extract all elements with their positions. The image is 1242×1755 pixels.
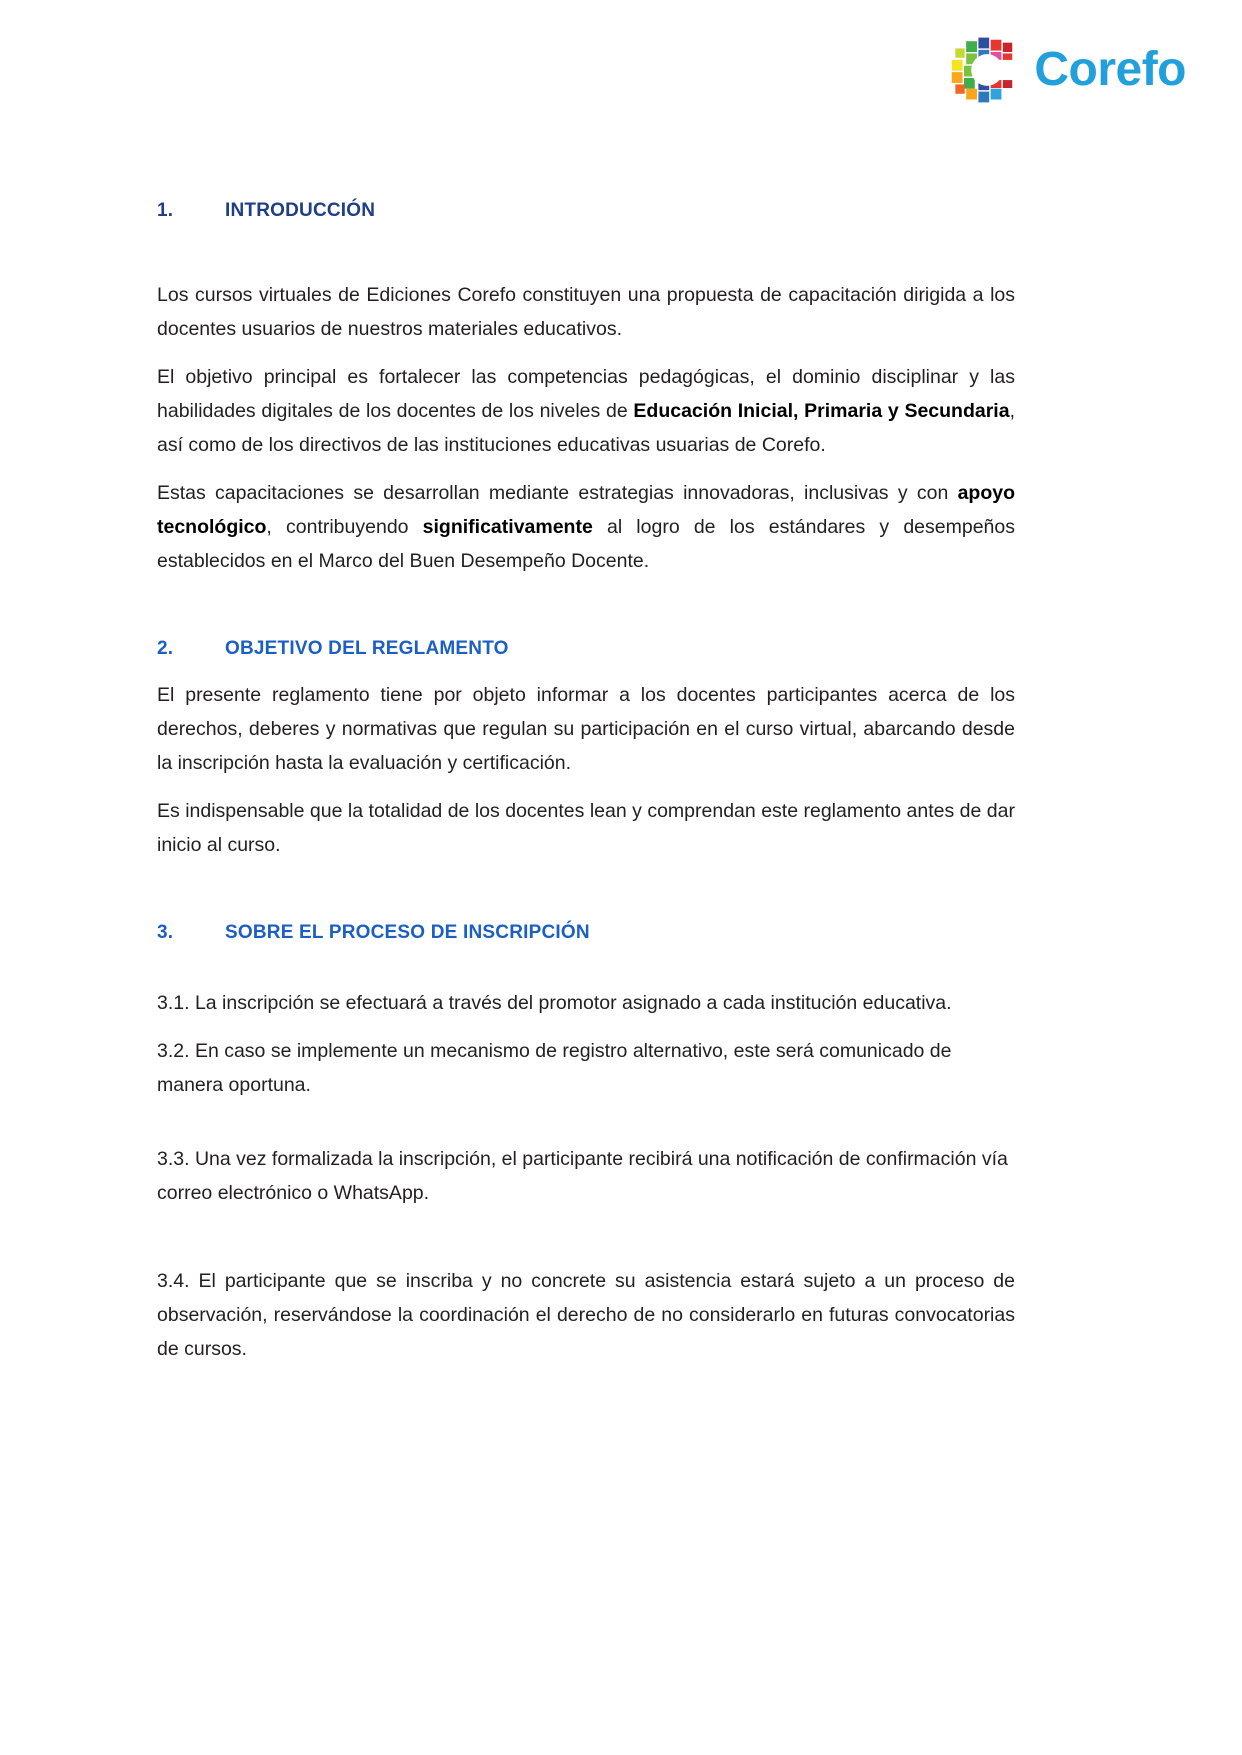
inscripcion-item-3-3: 3.3. Una vez formalizada la inscripción, el participante recibirá una notificación de confirmación vía correo electrónico o WhatsApp. (157, 1148, 1008, 1204)
intro-p3-bold-2: significativamente (422, 516, 593, 538)
objetivo-paragraph-2: Es indispensable que la totalidad de los docentes lean y comprendan este reglamento antes de dar inicio al curso. (157, 800, 1015, 856)
intro-p3-part-a: Estas capacitaciones se desarrollan mediante estrategias innovadoras, inclusivas y con (157, 482, 958, 504)
intro-p2-part-a: El objetivo principal es fortalecer las competencias pedagógicas, el dominio disciplinar y las habilidades digitales de los docentes de los niveles de (157, 366, 1015, 422)
section-number: 1. (157, 200, 174, 221)
document-body (157, 200, 1015, 1380)
section-heading-inscripcion (157, 922, 1015, 944)
intro-p2-bold: Educación Inicial, Primaria y Secundaria (633, 400, 1010, 422)
intro-p3-bold-1: apoyo tecnológico (157, 482, 1015, 538)
section-title: OBJETIVO DEL REGLAMENTO (225, 638, 509, 659)
intro-paragraph-2 (157, 360, 1015, 462)
section-heading-introduccion (157, 200, 1015, 222)
intro-p3-part-c: al logro de los estándares y desempeños establecidos en el Marco del Buen Desempeño Docente. (157, 516, 1015, 572)
inscripcion-item-3-4: 3.4. El participante que se inscriba y no concrete su asistencia estará sujeto a un proceso de observación, reservándose la coordinación el derecho de no considerarlo en futuras convocatorias de cursos. (157, 1270, 1015, 1360)
brand-name: Corefo (1034, 43, 1186, 96)
section-number: 3. (157, 922, 174, 943)
page-header (946, 34, 1186, 106)
inscripcion-item-3-1: 3.1. La inscripción se efectuará a través del promotor asignado a cada institución educativa. (157, 992, 952, 1014)
inscripcion-item-3-2: 3.2. En caso se implemente un mecanismo de registro alternativo, este será comunicado de manera oportuna. (157, 1040, 952, 1096)
corefo-c-logo-icon (946, 34, 1018, 106)
section-number: 2. (157, 638, 174, 659)
section-heading-objetivo (157, 638, 1015, 660)
spacer (157, 1224, 1015, 1264)
intro-p2-part-b: , así como de los directivos de las instituciones educativas usuarias de Corefo. (157, 400, 1015, 456)
intro-paragraph-1: Los cursos virtuales de Ediciones Corefo constituyen una propuesta de capacitación dirigida a los docentes usuarios de nuestros materiales educativos. (157, 284, 1015, 340)
intro-paragraph-3 (157, 476, 1015, 578)
objetivo-paragraph-1: El presente reglamento tiene por objeto informar a los docentes participantes acerca de los derechos, deberes y normativas que regulan su participación en el curso virtual, abarcando desde la inscripción hasta la evaluación y certificación. (157, 684, 1015, 774)
section-title: SOBRE EL PROCESO DE INSCRIPCIÓN (225, 922, 590, 943)
section-title: INTRODUCCIÓN (225, 200, 376, 221)
spacer (157, 1116, 1015, 1142)
intro-p3-part-b: , contribuyendo (266, 516, 423, 538)
